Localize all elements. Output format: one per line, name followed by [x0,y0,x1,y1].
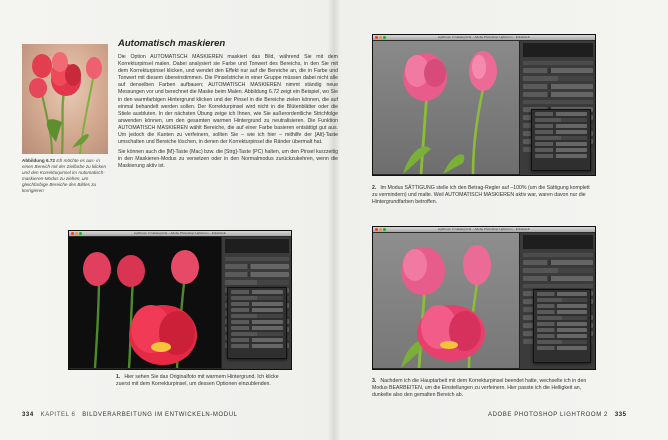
chapter-title: BILDVERARBEITUNG IM ENTWICKELN-MODUL [82,412,238,418]
photo-canvas [373,233,519,368]
section-heading: Automatisch maskieren [118,38,226,49]
chapter-label: KAPITEL 6 [40,412,76,418]
figure-caption [22,158,108,194]
photo-canvas [69,237,221,368]
brush-options-popup [533,289,591,363]
step-text: Hier sehen Sie das Originalfoto mit warmem Hintergrund. Ich klicke zuerst mit dem Korrekturpinsel, um dessen Optionen einzublenden. [116,374,279,388]
paragraph: Die Option AUTOMATISCH MASKIEREN maskiert das Bild, während Sie mit dem Korrekturpinsel malen. Dabei analysiert sie Farbe und Tonwert des Bereichs, in den Sie mit dem Korrekturpinsel klicken, und wendet den Effekt nur auf die Bereiche an, die in Farbe und Tonwert mit diesem übereinstimmen. Die Pinselstriche in einer Gruppe müssen dabei nicht alle auf denselben Farben aufbauen; AUTOMATISCH MASKIEREN nimmt ständig neue Messungen vor und berechnet die Maske beim Malen. Abbildung 6.72 zeigt ein Beispiel, wo Sie in den warmfarbigen Hintergrund klicken und der Pinsel in die Bereiche zielen können, die auf einmal behandelt werden sollen. Der Korrekturpinsel wird nicht in die Blütenblätter oder die Stiele ausbluten. In der nächsten Übung zeige ich Ihnen, wie Sie außerordentliche Strichfolge anwenden können, um den gesamten warmen Hintergrund zu neutralisieren. Die Funktion AUTOMATISCH MASKIEREN wählt Bereiche, die auf einer Farbe basieren entsättigt gut aus. Um jedoch die Kanten zu verfeinern, sollten Sie – wie ich hier – mithilfe der [Alt]-Taste umschalten und Bereiche löschen, in denen der Korrekturpinsel die Ränder übermalt hat. [118,54,338,146]
window-titlebar [373,35,595,40]
step-3 [372,378,594,399]
window-title: Lightroom 2 Catalog.lrcat – Adobe Photoshop Lightroom – Entwickeln [437,227,531,231]
step-number: 3. [372,378,377,384]
window-titlebar [69,231,291,236]
page-number: 334 [22,412,34,418]
window-title: Lightroom 2 Catalog.lrcat – Adobe Photoshop Lightroom – Entwickeln [437,35,531,39]
left-footer [22,412,238,418]
lightroom-screenshot-step3 [372,226,596,370]
paragraph: Sie können auch die [M]-Taste (Mac) bzw. die [Strg]-Taste (PC) halten, um den Pinsel kurzzeitig in den Maskieren-Modus zu versetzen oder in den Normalmodus zurückzukehren, wenn die Maskierung aktiv ist. [118,149,338,170]
step-1 [116,374,291,388]
brush-options-popup [227,287,287,359]
body-text [118,54,338,174]
book-title: ADOBE PHOTOSHOP LIGHTROOM 2 [488,412,608,418]
lightroom-screenshot-step2 [372,34,596,176]
window-titlebar [373,227,595,232]
photo-canvas [373,41,519,174]
tulip-photo-warm [22,44,108,154]
lightroom-screenshot-step1 [68,230,292,370]
step-number: 2. [372,185,377,191]
caption-label: Abbildung 6.72 [22,158,55,163]
step-text: Im Modus SÄTTIGUNG stelle ich den Betrag-Regler auf –100% (um die Sättigung komplett zu vermindern) und malte. Weil AUTOMATISCH MASKIEREN aktiv war, waren davon nur die Hintergrundfarben betroffen. [372,185,590,206]
brush-options-popup [531,109,591,171]
step-number: 1. [116,374,121,380]
window-title: Lightroom 2 Catalog.lrcat – Adobe Photoshop Lightroom – Entwickeln [133,231,227,235]
caption-text: Ich möchte es aus- in einen Bereich mit der Zielfarbe zu klicken und den Korrekturpinsel im Automatisch-maskieren-Modus zu ziehen, um gleichfarbige Bereiche des Bildes zu korrigieren [22,158,107,193]
right-footer [488,412,627,418]
step-2 [372,185,594,206]
page-number: 335 [614,412,627,418]
step-text: Nachdem ich die Hauptarbeit mit dem Korrekturpinsel beendet hatte, wechselte ich in den Modus BEARBEITEN, um die Einstellungen zu verfeinern. Hier passte ich die Helligkeit an, dunkelte also den gemalten Bereich ab. [372,378,587,399]
